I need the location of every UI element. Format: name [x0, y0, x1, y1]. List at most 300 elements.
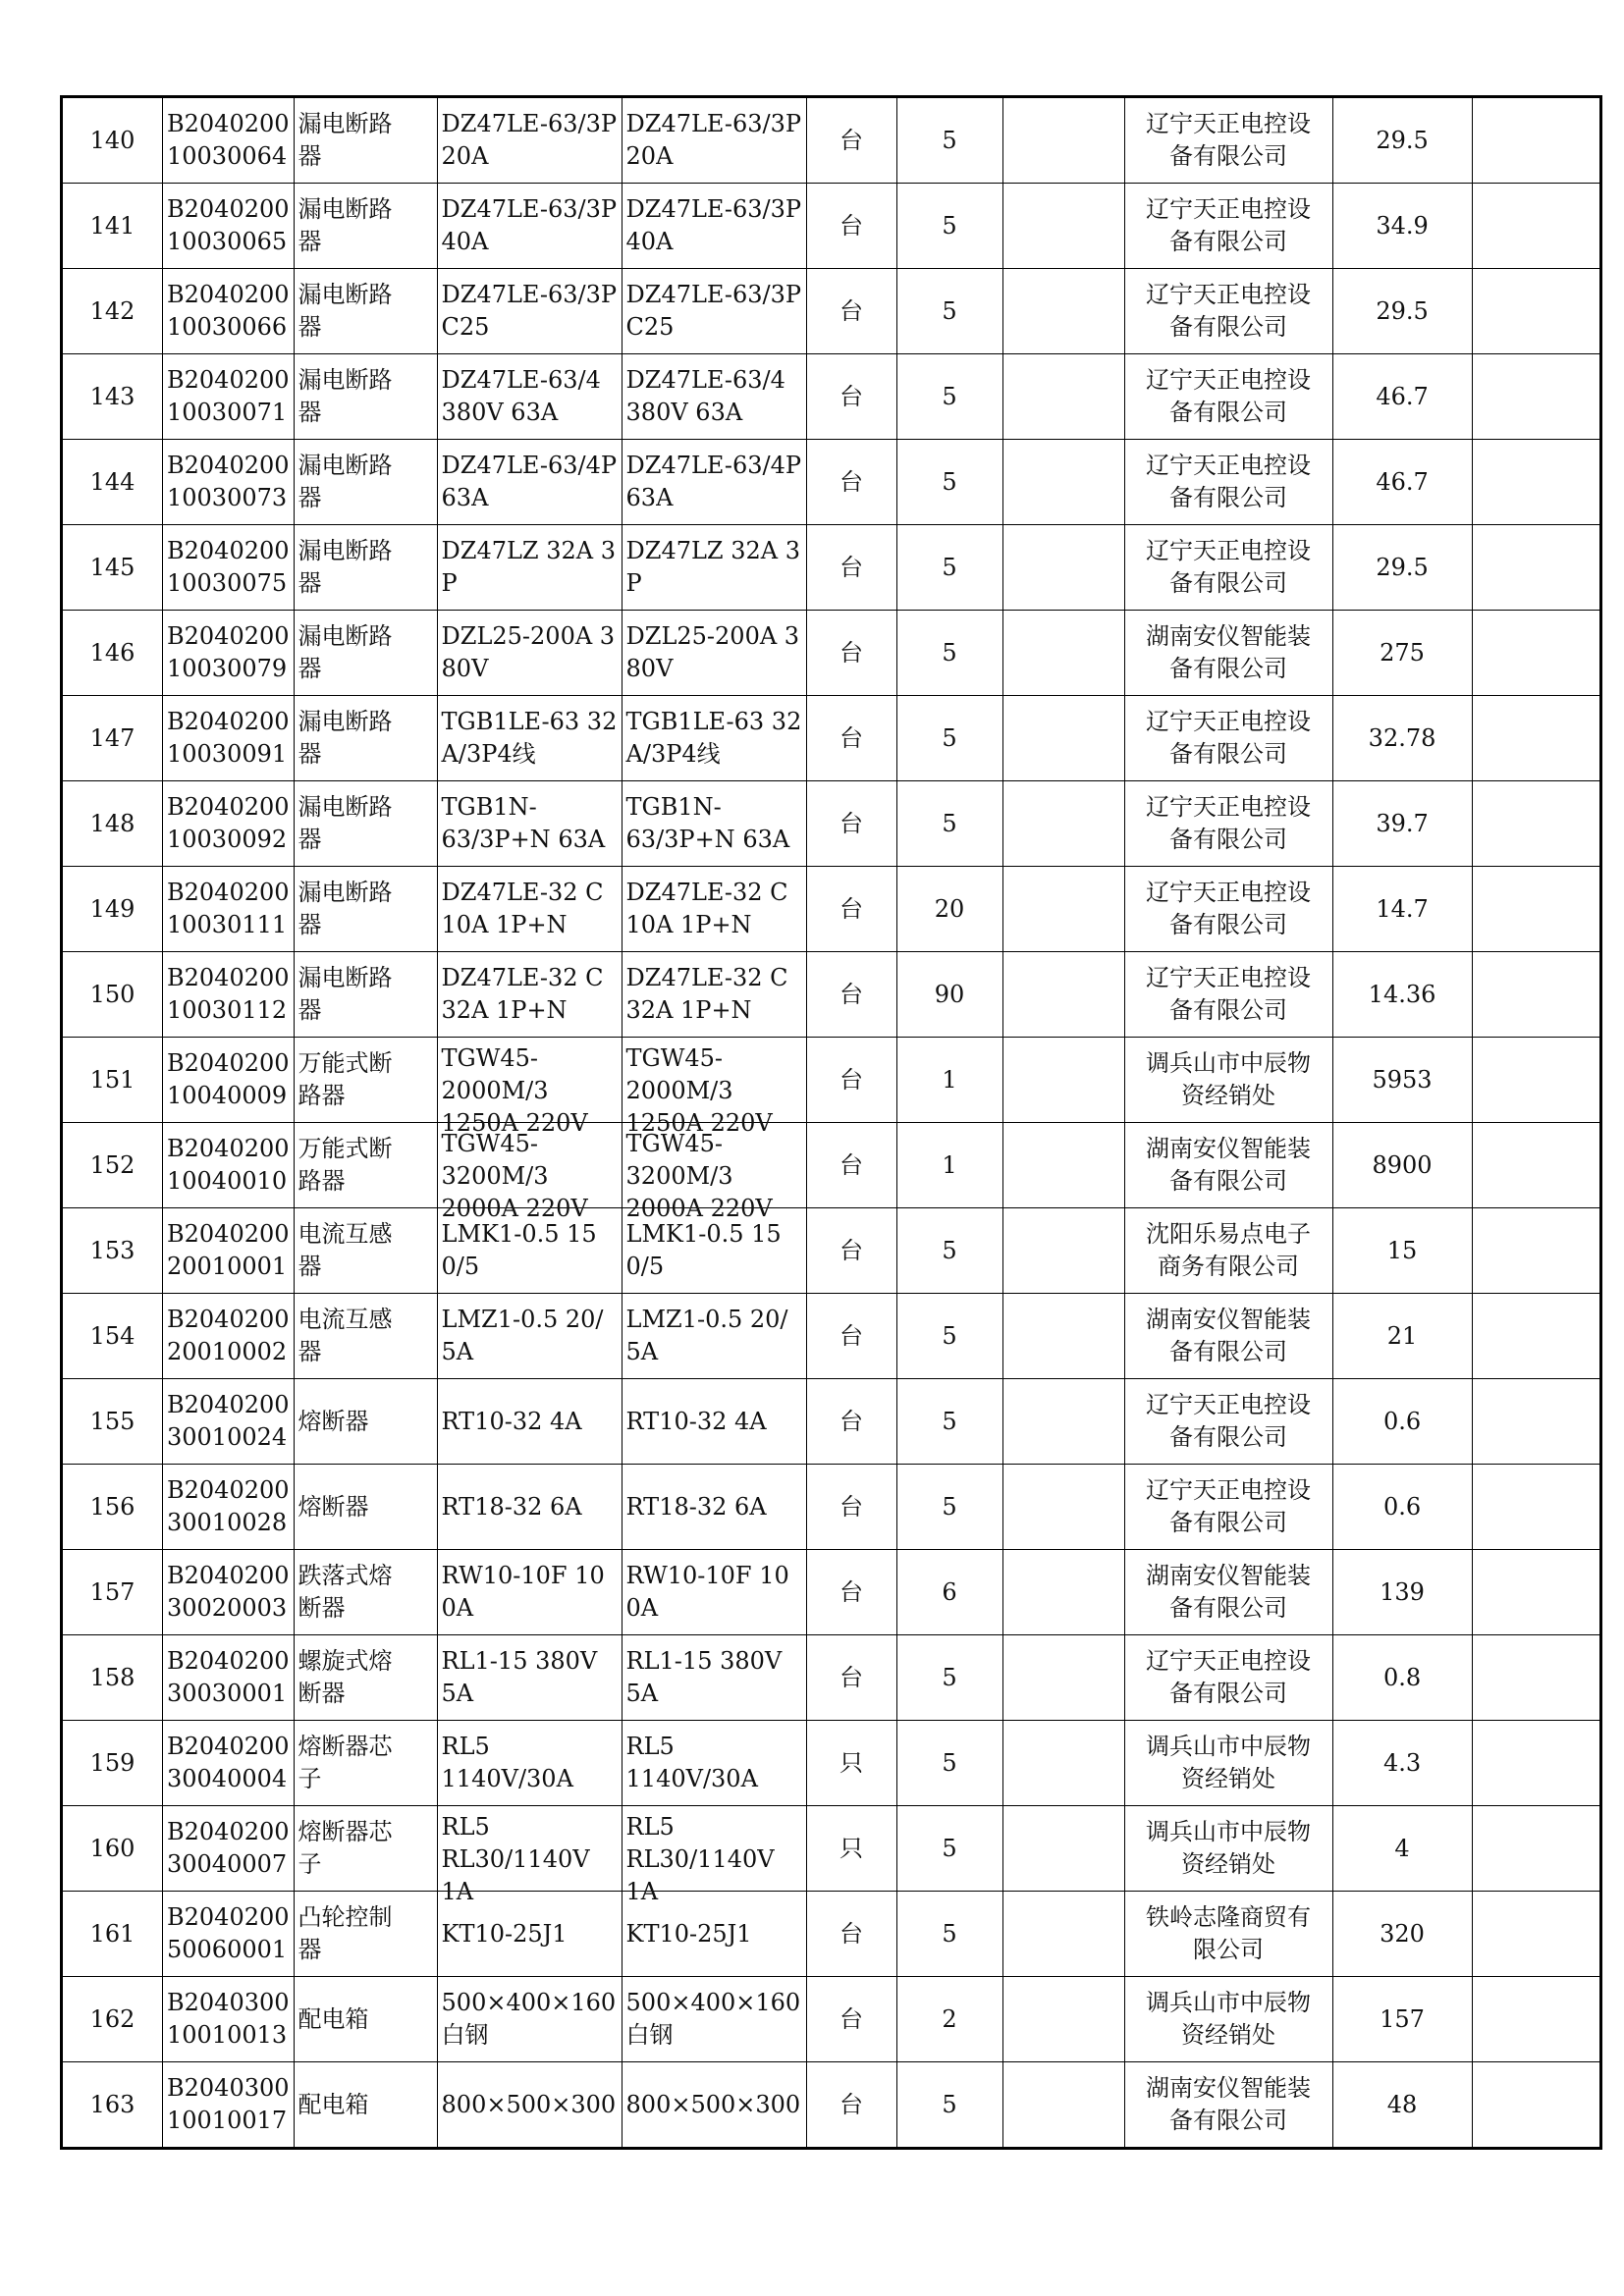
quantity-cell-text: 5	[942, 723, 957, 752]
specification-cell-text: KT10-25J1	[441, 1919, 568, 1948]
material-code-cell-text: B2040200 30010028	[167, 1476, 290, 1536]
table-row	[62, 611, 1601, 696]
row-number-cell-text: 149	[89, 894, 135, 923]
price-cell-text: 0.6	[1382, 1407, 1422, 1435]
specification-cell	[437, 867, 622, 952]
model-cell-text: RT18-32 6A	[625, 1492, 767, 1521]
supplier-cell	[1124, 1635, 1332, 1721]
table-row	[62, 1977, 1601, 2062]
row-number-cell	[62, 354, 163, 440]
quantity-cell	[896, 525, 1002, 611]
model-cell	[622, 354, 806, 440]
remark-cell	[1472, 1806, 1600, 1892]
quantity-cell	[896, 1465, 1002, 1550]
unit-cell	[806, 97, 896, 184]
price-cell-text: 34.9	[1376, 211, 1429, 240]
price-cell	[1332, 525, 1472, 611]
price-cell	[1332, 1294, 1472, 1379]
unit-cell-text: 台	[839, 1065, 864, 1094]
table-row	[62, 1123, 1601, 1208]
price-cell-text: 4.3	[1382, 1748, 1422, 1777]
model-cell	[622, 867, 806, 952]
table-row	[62, 1635, 1601, 1721]
material-code-cell	[163, 1294, 295, 1379]
material-code-cell-text: B2040200 20010002	[167, 1306, 290, 1365]
supplier-cell	[1124, 440, 1332, 525]
note-cell	[1002, 1465, 1124, 1550]
supplier-cell-text: 辽宁天正电控设 备有限公司	[1146, 366, 1312, 426]
supplier-cell	[1124, 867, 1332, 952]
supplier-cell-text: 湖南安仪智能装 备有限公司	[1146, 1306, 1312, 1365]
unit-cell	[806, 696, 896, 781]
unit-cell-text: 台	[839, 1919, 864, 1948]
material-name-cell	[294, 1208, 437, 1294]
note-cell	[1002, 440, 1124, 525]
price-cell	[1332, 97, 1472, 184]
price-cell	[1332, 440, 1472, 525]
supplier-cell-text: 湖南安仪智能装 备有限公司	[1146, 1562, 1312, 1622]
row-number-cell-text: 160	[89, 1834, 135, 1862]
unit-cell-text: 台	[839, 382, 864, 410]
note-cell	[1002, 1208, 1124, 1294]
remark-cell	[1472, 1892, 1600, 1977]
supplier-cell	[1124, 781, 1332, 867]
unit-cell-text: 台	[839, 1492, 864, 1521]
specification-cell	[437, 1635, 622, 1721]
material-code-cell	[163, 354, 295, 440]
quantity-cell	[896, 1721, 1002, 1806]
material-name-cell	[294, 952, 437, 1038]
specification-cell-text: RL5 RL30/1140V 1A	[441, 1813, 590, 1905]
price-cell-text: 46.7	[1376, 382, 1429, 410]
quantity-cell-text: 5	[942, 296, 957, 325]
price-cell-text: 29.5	[1376, 126, 1429, 154]
model-cell-text: 800×500×300	[625, 2090, 801, 2118]
material-code-cell	[163, 269, 295, 354]
specification-cell	[437, 1721, 622, 1806]
specification-cell	[437, 525, 622, 611]
price-cell	[1332, 1977, 1472, 2062]
quantity-cell-text: 90	[934, 980, 965, 1008]
material-name-cell	[294, 1806, 437, 1892]
model-cell	[622, 1465, 806, 1550]
quantity-cell	[896, 1550, 1002, 1635]
remark-cell	[1472, 269, 1600, 354]
table-row	[62, 1294, 1601, 1379]
quantity-cell	[896, 97, 1002, 184]
model-cell-text: TGB1LE-63 32A/3P4线	[625, 708, 802, 768]
table-row	[62, 1379, 1601, 1465]
material-name-cell-text: 电流互感 器	[298, 1220, 393, 1280]
material-code-cell	[163, 1635, 295, 1721]
row-number-cell-text: 158	[89, 1663, 135, 1691]
row-number-cell-text: 157	[89, 1577, 135, 1606]
supplier-cell-text: 辽宁天正电控设 备有限公司	[1146, 964, 1312, 1024]
table-row	[62, 1721, 1601, 1806]
supplier-cell-text: 湖南安仪智能装 备有限公司	[1146, 1135, 1312, 1195]
specification-cell	[437, 1465, 622, 1550]
price-cell-text: 8900	[1372, 1150, 1433, 1179]
table-row	[62, 2062, 1601, 2149]
material-code-cell-text: B2040200 10030092	[167, 793, 290, 853]
unit-cell	[806, 1892, 896, 1977]
material-name-cell-text: 漏电断路 器	[298, 964, 393, 1024]
material-code-cell-text: B2040200 10030066	[167, 281, 290, 341]
row-number-cell-text: 156	[89, 1492, 135, 1521]
quantity-cell-text: 5	[942, 1236, 957, 1264]
remark-cell	[1472, 1123, 1600, 1208]
model-cell-text: RL5 1140V/30A	[625, 1733, 758, 1792]
price-cell	[1332, 1379, 1472, 1465]
quantity-cell-text: 5	[942, 2090, 957, 2118]
remark-cell	[1472, 1977, 1600, 2062]
specification-cell-text: DZ47LE-63/3P 20A	[441, 110, 618, 170]
material-code-cell	[163, 1379, 295, 1465]
quantity-cell	[896, 781, 1002, 867]
note-cell	[1002, 1038, 1124, 1123]
supplier-cell	[1124, 1721, 1332, 1806]
note-cell	[1002, 184, 1124, 269]
row-number-cell	[62, 1550, 163, 1635]
unit-cell-text: 台	[839, 1150, 864, 1179]
note-cell	[1002, 611, 1124, 696]
specification-cell	[437, 2062, 622, 2149]
unit-cell-text: 台	[839, 894, 864, 923]
note-cell	[1002, 1635, 1124, 1721]
specification-cell	[437, 611, 622, 696]
material-code-cell	[163, 1208, 295, 1294]
unit-cell	[806, 1379, 896, 1465]
note-cell	[1002, 781, 1124, 867]
quantity-cell-text: 5	[942, 1407, 957, 1435]
remark-cell	[1472, 1379, 1600, 1465]
table-row	[62, 1806, 1601, 1892]
material-name-cell	[294, 1379, 437, 1465]
row-number-cell	[62, 1721, 163, 1806]
unit-cell	[806, 867, 896, 952]
model-cell-text: DZ47LE-63/3P C25	[625, 281, 802, 341]
model-cell	[622, 1123, 806, 1222]
unit-cell-text: 台	[839, 211, 864, 240]
note-cell	[1002, 1806, 1124, 1892]
price-cell	[1332, 184, 1472, 269]
note-cell	[1002, 1294, 1124, 1379]
note-cell	[1002, 525, 1124, 611]
model-cell-text: RT10-32 4A	[625, 1407, 767, 1435]
specification-cell	[437, 1806, 622, 1905]
specification-cell-text: RT10-32 4A	[441, 1407, 582, 1435]
quantity-cell-text: 5	[942, 638, 957, 667]
unit-cell-text: 台	[839, 467, 864, 496]
material-name-cell	[294, 97, 437, 184]
supplier-cell-text: 辽宁天正电控设 备有限公司	[1146, 708, 1312, 768]
supplier-cell	[1124, 1806, 1332, 1892]
unit-cell-text: 台	[839, 980, 864, 1008]
specification-cell	[437, 184, 622, 269]
table-row	[62, 1550, 1601, 1635]
row-number-cell	[62, 1123, 163, 1208]
table-row	[62, 97, 1601, 184]
table-row	[62, 696, 1601, 781]
row-number-cell	[62, 1379, 163, 1465]
material-code-cell	[163, 781, 295, 867]
specification-cell-text: TGB1N- 63/3P+N 63A	[441, 793, 606, 853]
unit-cell	[806, 1123, 896, 1208]
material-name-cell-text: 漏电断路 器	[298, 281, 393, 341]
supplier-cell	[1124, 525, 1332, 611]
specification-cell-text: DZ47LE-63/4 380V 63A	[441, 366, 601, 426]
unit-cell-text: 台	[839, 809, 864, 837]
row-number-cell-text: 140	[89, 126, 135, 154]
material-code-cell-text: B2040200 10030065	[167, 195, 290, 255]
material-name-cell-text: 漏电断路 器	[298, 366, 393, 426]
row-number-cell-text: 150	[89, 980, 135, 1008]
unit-cell-text: 台	[839, 638, 864, 667]
remark-cell	[1472, 1550, 1600, 1635]
material-name-cell-text: 万能式断 路器	[298, 1135, 393, 1195]
row-number-cell	[62, 952, 163, 1038]
remark-cell	[1472, 184, 1600, 269]
quantity-cell-text: 5	[942, 809, 957, 837]
note-cell	[1002, 1977, 1124, 2062]
specification-cell-text: RT18-32 6A	[441, 1492, 582, 1521]
row-number-cell-text: 148	[89, 809, 135, 837]
supplier-cell-text: 辽宁天正电控设 备有限公司	[1146, 879, 1312, 938]
unit-cell-text: 台	[839, 1577, 864, 1606]
model-cell	[622, 184, 806, 269]
material-code-cell	[163, 1721, 295, 1806]
material-name-cell	[294, 2062, 437, 2149]
note-cell	[1002, 1892, 1124, 1977]
specification-cell	[437, 696, 622, 781]
remark-cell	[1472, 1721, 1600, 1806]
supplier-cell	[1124, 952, 1332, 1038]
row-number-cell	[62, 1294, 163, 1379]
material-name-cell	[294, 440, 437, 525]
model-cell-text: RL1-15 380V 5A	[625, 1647, 783, 1707]
unit-cell	[806, 1208, 896, 1294]
quantity-cell	[896, 1379, 1002, 1465]
quantity-cell-text: 5	[942, 1834, 957, 1862]
model-cell	[622, 781, 806, 867]
row-number-cell	[62, 97, 163, 184]
material-name-cell-text: 螺旋式熔 断器	[298, 1647, 393, 1707]
material-code-cell	[163, 184, 295, 269]
model-cell	[622, 1038, 806, 1137]
model-cell-text: RL5 RL30/1140V 1A	[625, 1813, 775, 1905]
specification-cell	[437, 1294, 622, 1379]
quantity-cell-text: 20	[934, 894, 965, 923]
quantity-cell	[896, 269, 1002, 354]
quantity-cell-text: 5	[942, 467, 957, 496]
unit-cell	[806, 1294, 896, 1379]
specification-cell-text: TGB1LE-63 32A/3P4线	[441, 708, 618, 768]
price-cell-text: 4	[1394, 1834, 1410, 1862]
model-cell	[622, 1294, 806, 1379]
note-cell	[1002, 1123, 1124, 1208]
row-number-cell-text: 142	[89, 296, 135, 325]
specification-cell-text: LMZ1-0.5 20/5A	[441, 1306, 604, 1365]
price-cell	[1332, 1635, 1472, 1721]
supplier-cell-text: 调兵山市中辰物 资经销处	[1146, 1989, 1312, 2049]
price-cell-text: 46.7	[1376, 467, 1429, 496]
quantity-cell	[896, 611, 1002, 696]
quantity-cell-text: 5	[942, 126, 957, 154]
material-code-cell	[163, 2062, 295, 2149]
quantity-cell	[896, 696, 1002, 781]
price-cell-text: 48	[1386, 2090, 1418, 2118]
price-cell-text: 5953	[1372, 1065, 1433, 1094]
material-code-cell-text: B2040200 30040007	[167, 1818, 290, 1878]
unit-cell-text: 台	[839, 1236, 864, 1264]
model-cell-text: DZ47LE-32 C32A 1P+N	[625, 964, 788, 1024]
quantity-cell-text: 5	[942, 211, 957, 240]
material-name-cell-text: 熔断器芯 子	[298, 1818, 393, 1878]
material-name-cell	[294, 1721, 437, 1806]
unit-cell-text: 台	[839, 1407, 864, 1435]
model-cell	[622, 1635, 806, 1721]
price-cell	[1332, 2062, 1472, 2149]
model-cell	[622, 1550, 806, 1635]
row-number-cell	[62, 1977, 163, 2062]
table-row	[62, 1038, 1601, 1123]
material-code-cell	[163, 1806, 295, 1892]
specification-cell-text: LMK1-0.5 150/5	[441, 1220, 597, 1280]
unit-cell	[806, 1977, 896, 2062]
material-code-cell-text: B2040200 20010001	[167, 1220, 290, 1280]
table-row	[62, 184, 1601, 269]
row-number-cell	[62, 781, 163, 867]
material-name-cell	[294, 781, 437, 867]
row-number-cell-text: 144	[89, 467, 135, 496]
remark-cell	[1472, 1208, 1600, 1294]
table-row	[62, 867, 1601, 952]
supplier-cell	[1124, 1208, 1332, 1294]
material-code-cell-text: B2040200 10030112	[167, 964, 290, 1024]
material-name-cell-text: 漏电断路 器	[298, 195, 393, 255]
row-number-cell	[62, 867, 163, 952]
unit-cell	[806, 525, 896, 611]
unit-cell	[806, 184, 896, 269]
price-cell	[1332, 269, 1472, 354]
price-cell-text: 139	[1380, 1577, 1425, 1606]
material-name-cell	[294, 1038, 437, 1123]
remark-cell	[1472, 696, 1600, 781]
material-code-cell	[163, 1465, 295, 1550]
specification-cell-text: RW10-10F 100A	[441, 1562, 605, 1622]
model-cell	[622, 1379, 806, 1465]
material-name-cell-text: 漏电断路 器	[298, 879, 393, 938]
quantity-cell-text: 6	[942, 1577, 957, 1606]
specification-cell	[437, 1550, 622, 1635]
row-number-cell	[62, 1038, 163, 1123]
quantity-cell-text: 5	[942, 553, 957, 581]
material-name-cell	[294, 1550, 437, 1635]
supplier-cell-text: 湖南安仪智能装 备有限公司	[1146, 622, 1312, 682]
unit-cell	[806, 1721, 896, 1806]
quantity-cell	[896, 1806, 1002, 1892]
row-number-cell	[62, 525, 163, 611]
material-code-cell-text: B2040200 10040010	[167, 1135, 290, 1195]
material-name-cell	[294, 1977, 437, 2062]
remark-cell	[1472, 1465, 1600, 1550]
quantity-cell	[896, 1977, 1002, 2062]
note-cell	[1002, 867, 1124, 952]
row-number-cell	[62, 611, 163, 696]
material-name-cell-text: 电流互感 器	[298, 1306, 393, 1365]
specification-cell	[437, 97, 622, 184]
material-code-cell	[163, 97, 295, 184]
price-cell-text: 157	[1380, 2004, 1425, 2033]
row-number-cell	[62, 1806, 163, 1892]
table-row	[62, 354, 1601, 440]
supplier-cell-text: 辽宁天正电控设 备有限公司	[1146, 110, 1312, 170]
material-code-cell-text: B2040300 10010017	[167, 2074, 290, 2134]
materials-table	[60, 95, 1602, 2150]
material-code-cell	[163, 696, 295, 781]
material-name-cell-text: 漏电断路 器	[298, 452, 393, 511]
quantity-cell	[896, 2062, 1002, 2149]
model-cell	[622, 611, 806, 696]
price-cell	[1332, 1465, 1472, 1550]
row-number-cell	[62, 1208, 163, 1294]
unit-cell	[806, 952, 896, 1038]
material-name-cell-text: 漏电断路 器	[298, 110, 393, 170]
material-code-cell	[163, 1550, 295, 1635]
remark-cell	[1472, 1294, 1600, 1379]
table-row	[62, 525, 1601, 611]
row-number-cell	[62, 1892, 163, 1977]
price-cell	[1332, 1721, 1472, 1806]
remark-cell	[1472, 1038, 1600, 1123]
specification-cell	[437, 1379, 622, 1465]
material-name-cell	[294, 611, 437, 696]
quantity-cell	[896, 354, 1002, 440]
specification-cell-text: DZ47LE-63/4P 63A	[441, 452, 618, 511]
model-cell-text: TGW45- 3200M/3 2000A 220V	[625, 1130, 773, 1222]
price-cell	[1332, 1123, 1472, 1208]
price-cell	[1332, 952, 1472, 1038]
model-cell-text: DZ47LE-63/4 380V 63A	[625, 366, 785, 426]
supplier-cell-text: 辽宁天正电控设 备有限公司	[1146, 1647, 1312, 1707]
material-name-cell-text: 漏电断路 器	[298, 793, 393, 853]
material-name-cell	[294, 354, 437, 440]
material-code-cell-text: B2040200 30040004	[167, 1733, 290, 1792]
table-row	[62, 952, 1601, 1038]
unit-cell-text: 只	[839, 1834, 864, 1862]
material-name-cell	[294, 1892, 437, 1977]
price-cell	[1332, 1806, 1472, 1892]
model-cell	[622, 1977, 806, 2062]
model-cell-text: TGB1N- 63/3P+N 63A	[625, 793, 790, 853]
remark-cell	[1472, 2062, 1600, 2149]
material-code-cell	[163, 611, 295, 696]
row-number-cell-text: 155	[89, 1407, 135, 1435]
unit-cell	[806, 1465, 896, 1550]
material-code-cell-text: B2040200 30030001	[167, 1647, 290, 1707]
material-code-cell-text: B2040200 10030075	[167, 537, 290, 597]
material-name-cell	[294, 184, 437, 269]
unit-cell	[806, 269, 896, 354]
material-name-cell-text: 配电箱	[298, 2090, 369, 2118]
quantity-cell-text: 1	[942, 1150, 957, 1179]
supplier-cell	[1124, 269, 1332, 354]
price-cell-text: 15	[1386, 1236, 1418, 1264]
price-cell-text: 29.5	[1376, 553, 1429, 581]
quantity-cell-text: 5	[942, 1321, 957, 1350]
supplier-cell-text: 辽宁天正电控设 备有限公司	[1146, 195, 1312, 255]
model-cell-text: DZ47LE-63/3P 20A	[625, 110, 802, 170]
